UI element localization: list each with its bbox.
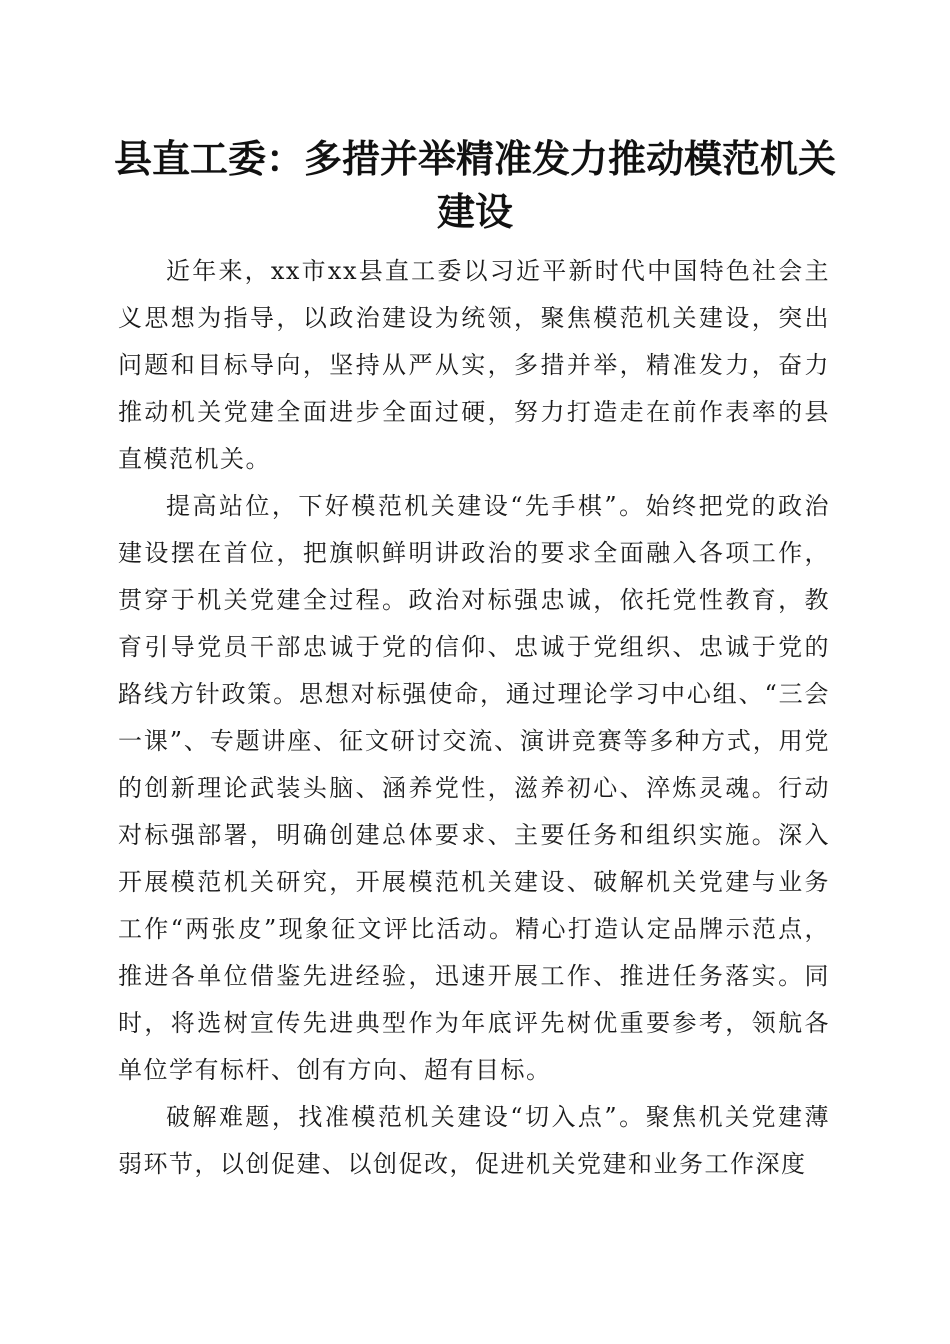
paragraph-solve-problems: 破解难题，找准模范机关建设“切入点”。聚焦机关党建薄弱环节，以创促建、以创促改，促进机关党建和业务工作深度 [118, 1103, 830, 1178]
paragraph-raise-stance: 提高站位，下好模范机关建设“先手棋”。始终把党的政治建设摆在首位，把旗帜鲜明讲政治的要求全面融入各项工作，贯穿于机关党建全过程。政治对标强忠诚，依托党性教育，教育引导党员干部忠诚于党的信仰、忠诚于党组织、忠诚于党的路线方针政策。思想对标强使命，通过理论学习中心组、“三会一课”、专题讲座、征文研讨交流、演讲竞赛等多种方式，用党的创新理论武装头脑、涵养党性，滋养初心、淬炼灵魂。行动对标强部署，明确创建总体要求、主要任务和组织实施。深入开展模范机关研究，开展模范机关建设、破解机关党建与业务工作“两张皮”现象征文评比活动。精心打造认定品牌示范点，推进各单位借鉴先进经验，迅速开展工作、推进任务落实。同时，将选树宣传先进典型作为年底评先树优重要参考，领航各单位学有标杆、创有方向、超有目标。 [118, 492, 830, 1084]
paragraph-intro: 近年来，xx市xx县直工委以习近平新时代中国特色社会主义思想为指导，以政治建设为统领，聚焦模范机关建设，突出问题和目标导向，坚持从严从实，多措并举，精准发力，奋力推动机关党建全面进步全面过硬，努力打造走在前作表率的县直模范机关。 [118, 257, 830, 473]
document-body [118, 248, 830, 1188]
document-title: 县直工委：多措并举精准发力推动模范机关建设 [113, 136, 836, 234]
